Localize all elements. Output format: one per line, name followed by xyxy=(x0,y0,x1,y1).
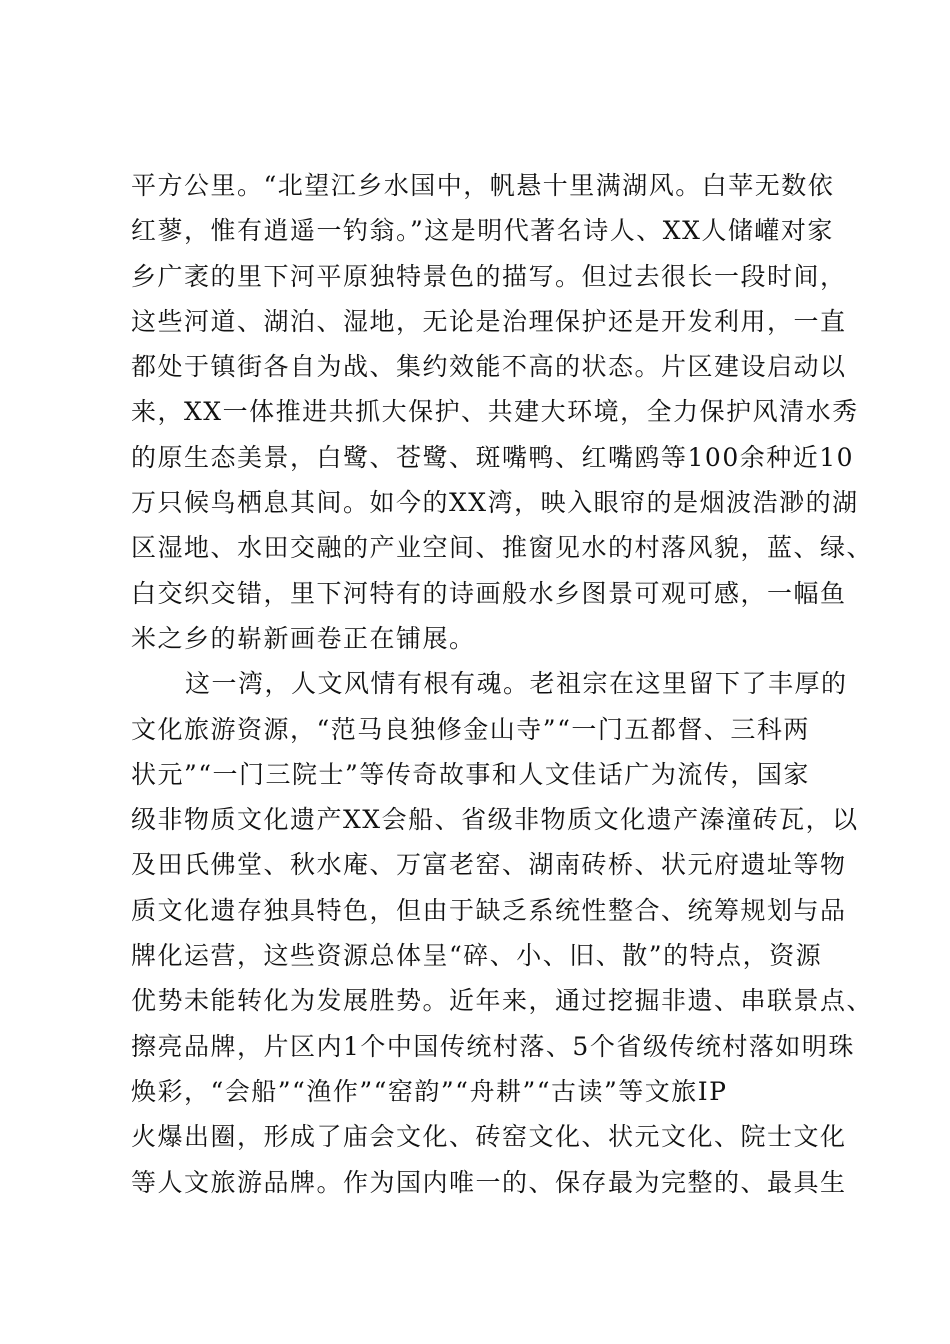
text-line: 质文化遗存独具特色，但由于缺乏系统性整合、统筹规划与品 xyxy=(131,895,847,925)
text-line: 文化旅游资源，“范马良独修金山寺”“一门五都督、三科两 xyxy=(131,714,810,744)
text-line: 状元”“一门三院士”等传奇故事和人文佳话广为流传，国家 xyxy=(131,759,810,789)
text-line: 来，XX一体推进共抓大保护、共建大环境，全力保护风清水秀 xyxy=(131,397,859,427)
text-line: 级非物质文化遗产XX会船、省级非物质文化遗产溱潼砖瓦，以 xyxy=(131,805,859,835)
text-line: 优势未能转化为发展胜势。近年来，通过挖掘非遗、串联景点、 xyxy=(131,986,874,1016)
text-line-indented: 这一湾，人文风情有根有魂。老祖宗在这里留下了丰厚的 xyxy=(185,669,848,699)
text-line: 乡广袤的里下河平原独特景色的描写。但过去很长一段时间， xyxy=(131,261,847,291)
text-line: 白交织交错，里下河特有的诗画般水乡图景可观可感，一幅鱼 xyxy=(131,578,847,608)
text-line: 的原生态美景，白鹭、苍鹭、斑嘴鸭、红嘴鸥等100余种近10 xyxy=(131,442,855,472)
text-line: 都处于镇街各自为战、集约效能不高的状态。片区建设启动以 xyxy=(131,352,847,382)
text-line: 及田氏佛堂、秋水庵、万富老窑、湖南砖桥、状元府遗址等物 xyxy=(131,850,847,880)
text-line: 万只候鸟栖息其间。如今的XX湾，映入眼帘的是烟波浩渺的湖 xyxy=(131,488,859,518)
text-line: 牌化运营，这些资源总体呈“碎、小、旧、散”的特点，资源 xyxy=(131,941,823,971)
text-line: 等人文旅游品牌。作为国内唯一的、保存最为完整的、最具生 xyxy=(131,1167,847,1197)
paragraph-2 xyxy=(131,661,874,1205)
body-text xyxy=(131,163,874,1205)
paragraph-1 xyxy=(131,163,874,661)
text-line: 这些河道、湖泊、湿地，无论是治理保护还是开发利用，一直 xyxy=(131,306,847,336)
text-line: 平方公里。“北望江乡水国中，帆悬十里满湖风。白苹无数依 xyxy=(131,171,835,200)
text-line: 米之乡的崭新画卷正在铺展。 xyxy=(131,623,476,653)
text-line: 火爆出圈，形成了庙会文化、砖窑文化、状元文化、院士文化 xyxy=(131,1122,847,1152)
text-line: 擦亮品牌，片区内1个中国传统村落、5个省级传统村落如明珠 xyxy=(131,1031,855,1061)
text-line: 焕彩，“会船”“渔作”“窑韵”“舟耕”“古读”等文旅IP xyxy=(131,1076,728,1106)
text-line: 区湿地、水田交融的产业空间、推窗见水的村落风貌，蓝、绿、 xyxy=(131,533,874,563)
text-line: 红蓼，惟有逍遥一钓翁。”这是明代著名诗人、XX人储巏对家 xyxy=(131,216,834,246)
